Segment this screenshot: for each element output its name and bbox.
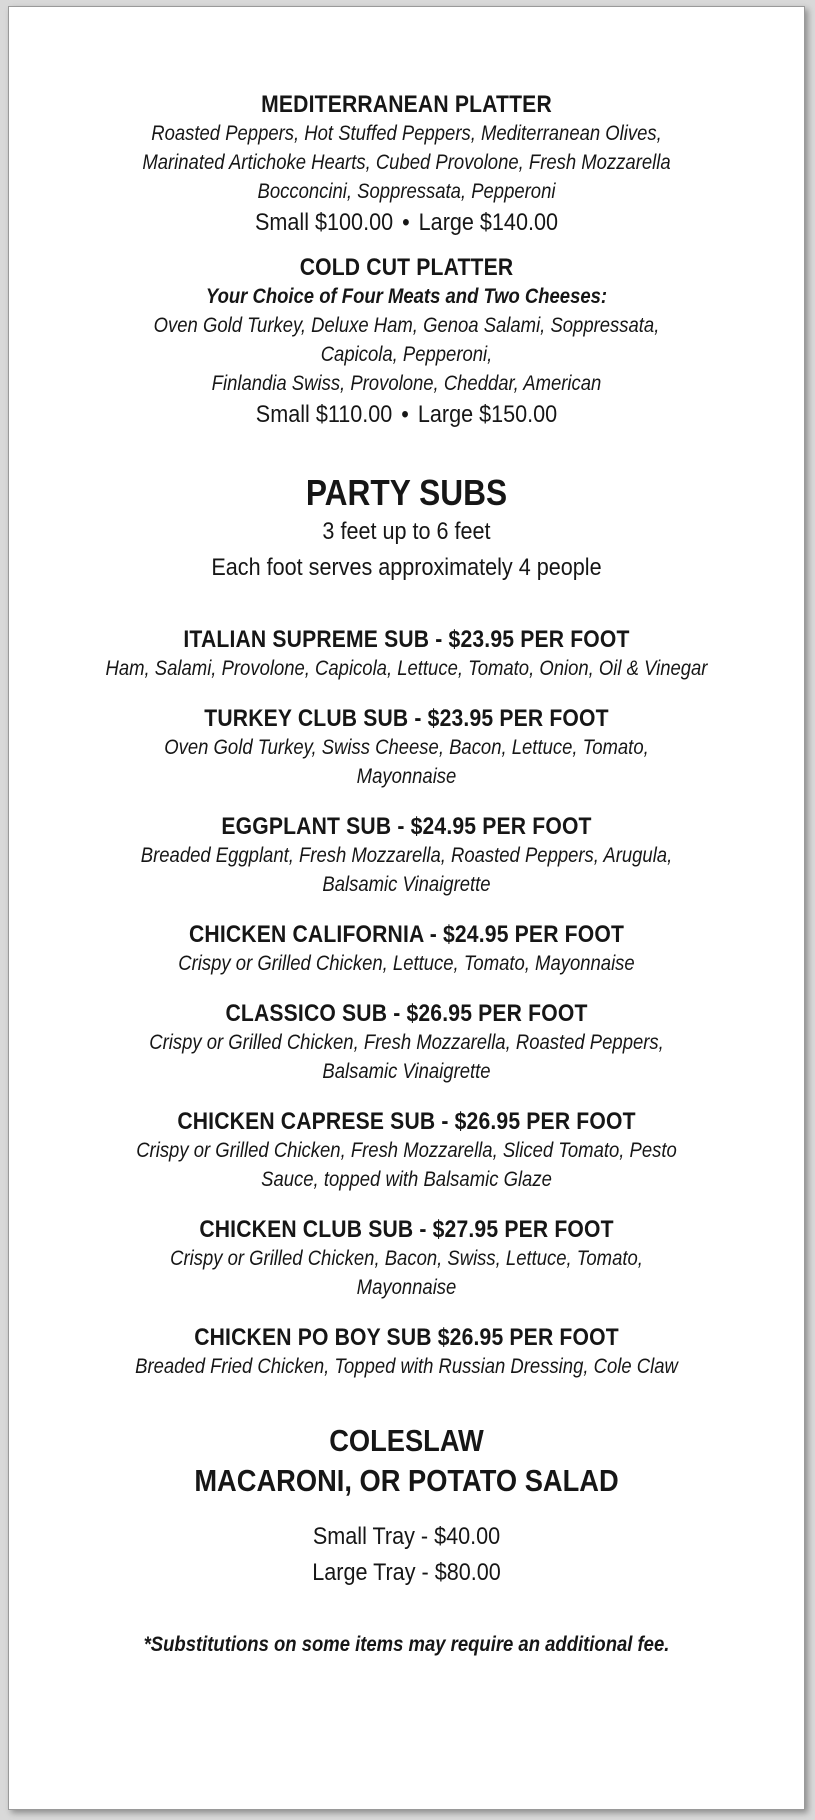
section-title: PARTY SUBS <box>305 472 508 513</box>
item-desc-line: Roasted Peppers, Hot Stuffed Peppers, Mediterranean Olives, <box>151 122 662 145</box>
sub-item <box>49 813 764 899</box>
sub-desc-line: Balsamic Vinaigrette <box>322 873 491 896</box>
platter-price <box>85 206 729 240</box>
sub-item <box>49 1216 764 1302</box>
sub-title: EGGPLANT SUB - $24.95 PER FOOT <box>221 813 592 840</box>
sub-item <box>49 1000 764 1086</box>
item-desc-line: Finlandia Swiss, Provolone, Cheddar, American <box>211 372 602 395</box>
sub-item <box>49 626 764 683</box>
large-tray-price: Large Tray - $80.00 <box>312 1559 501 1586</box>
sub-desc-line: Sauce, topped with Balsamic Glaze <box>261 1168 552 1191</box>
sub-desc-line: Crispy or Grilled Chicken, Fresh Mozzarella, Roasted Peppers, <box>149 1031 664 1054</box>
item-subhead: Your Choice of Four Meats and Two Cheeses: <box>205 285 608 308</box>
item-desc-line: Marinated Artichoke Hearts, Cubed Provolone, Fresh Mozzarella <box>142 151 671 174</box>
sub-title: ITALIAN SUPREME SUB - $23.95 PER FOOT <box>183 626 630 653</box>
mediterranean-platter <box>49 91 764 240</box>
sub-desc-line: Crispy or Grilled Chicken, Fresh Mozzarella, Sliced Tomato, Pesto <box>136 1139 677 1162</box>
item-title: COLD CUT PLATTER <box>299 254 514 281</box>
item-desc-line: Oven Gold Turkey, Deluxe Ham, Genoa Salami, Soppressata, <box>153 314 660 337</box>
sub-desc-line: Mayonnaise <box>356 1276 457 1299</box>
item-title: MEDITERRANEAN PLATTER <box>261 91 552 118</box>
bullet: • <box>401 401 409 428</box>
sub-desc-line: Breaded Eggplant, Fresh Mozzarella, Roasted Peppers, Arugula, <box>140 844 673 867</box>
footnote: *Substitutions on some items may require an additional fee. <box>143 1633 670 1656</box>
platter-price <box>85 398 729 432</box>
party-subs-serving: Each foot serves approximately 4 people <box>211 554 602 581</box>
cold-cut-platter <box>49 254 764 432</box>
sub-desc-line: Ham, Salami, Provolone, Capicola, Lettuce, Tomato, Onion, Oil & Vinegar <box>105 657 708 680</box>
sub-title: CHICKEN CLUB SUB - $27.95 PER FOOT <box>199 1216 614 1243</box>
item-desc-line: Capicola, Pepperoni, <box>320 343 493 366</box>
sub-desc-line: Crispy or Grilled Chicken, Lettuce, Tomato, Mayonnaise <box>178 952 635 975</box>
sub-item <box>49 1108 764 1194</box>
sides-section <box>49 1421 764 1591</box>
sub-desc-line: Breaded Fried Chicken, Topped with Russian Dressing, Cole Claw <box>135 1355 678 1378</box>
price-small: Small $110.00 <box>255 401 393 428</box>
sub-title: CHICKEN CAPRESE SUB - $26.95 PER FOOT <box>177 1108 636 1135</box>
party-subs-size: 3 feet up to 6 feet <box>322 518 491 545</box>
sub-title: TURKEY CLUB SUB - $23.95 PER FOOT <box>204 705 609 732</box>
sub-desc-line: Balsamic Vinaigrette <box>322 1060 491 1083</box>
menu-page <box>8 6 805 1810</box>
sides-title-line: COLESLAW <box>329 1423 484 1458</box>
sub-title: CHICKEN PO BOY SUB $26.95 PER FOOT <box>194 1324 619 1351</box>
sub-item <box>49 1324 764 1381</box>
price-large: Large $140.00 <box>418 209 558 236</box>
party-subs-header <box>49 472 764 586</box>
price-large: Large $150.00 <box>417 401 558 428</box>
sub-desc-line: Mayonnaise <box>356 765 457 788</box>
sides-title-line: MACARONI, OR POTATO SALAD <box>194 1463 619 1498</box>
bullet: • <box>402 209 410 236</box>
sub-item <box>49 921 764 978</box>
sub-desc-line: Oven Gold Turkey, Swiss Cheese, Bacon, Lettuce, Tomato, <box>164 736 649 759</box>
sub-title: CLASSICO SUB - $26.95 PER FOOT <box>225 1000 588 1027</box>
sub-item <box>49 705 764 791</box>
price-small: Small $100.00 <box>255 209 394 236</box>
small-tray-price: Small Tray - $40.00 <box>312 1523 501 1550</box>
sub-desc-line: Crispy or Grilled Chicken, Bacon, Swiss, Lettuce, Tomato, <box>170 1247 643 1270</box>
item-desc-line: Bocconcini, Soppressata, Pepperoni <box>257 180 556 203</box>
menu-content <box>49 91 764 1659</box>
sub-title: CHICKEN CALIFORNIA - $24.95 PER FOOT <box>188 921 625 948</box>
